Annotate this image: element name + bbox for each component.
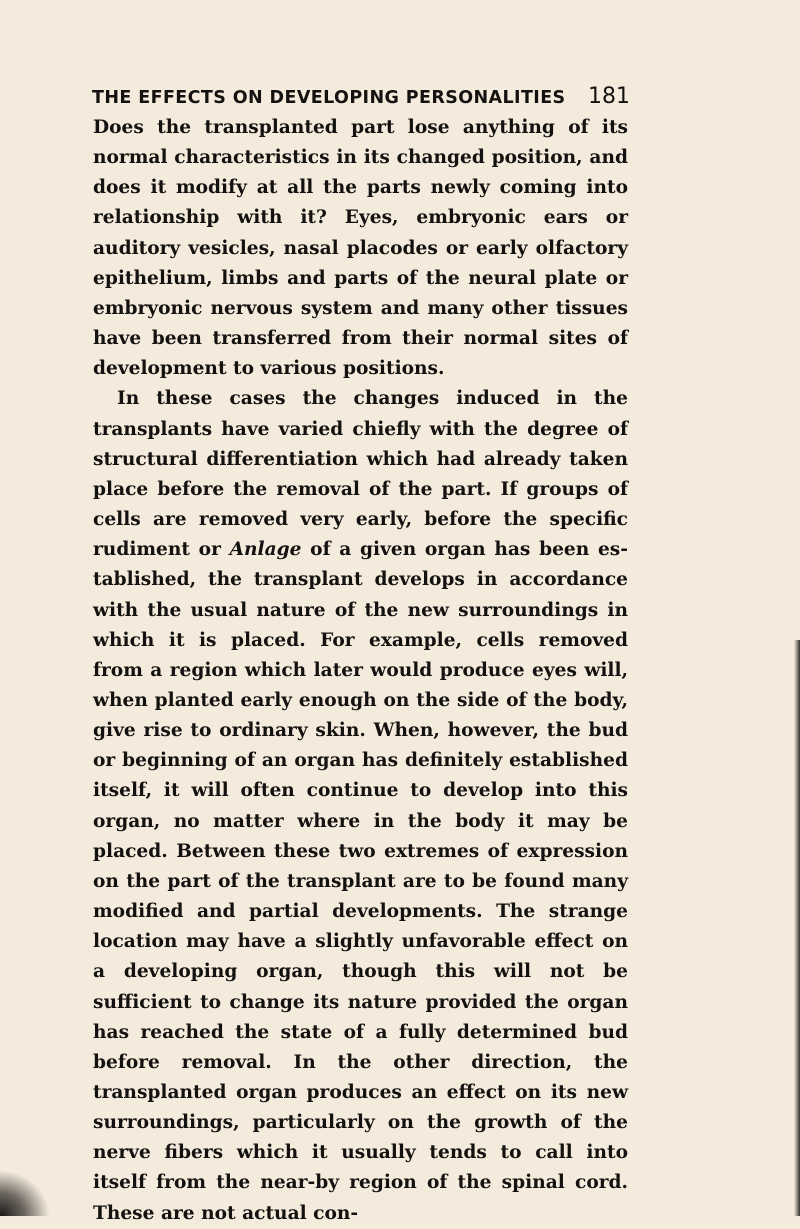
running-head [92,84,630,109]
paragraph-2-text-start: In these cases the changes induced in the transplants have varied chiefly with the degree of structural differentiation which had already taken place before the removal of the part. If groups of cells are removed very early, before the specific rudiment or [93,388,628,561]
paragraph-2-text-end: of a given organ has been established, the transplant develops in accordance with the usual nature of the new surroundings in which it is placed. For example, cells removed from a region which later would produce eyes will, when planted early enough on the side of the body, give rise to ordinary skin. When, however, the bud or beginning of an organ has definitely established itself, it will often continue to develop into this organ, no matter where in the body it may be placed. Between these two extremes of expression on the part of the transplant are to be found many modified and partial developments. The strange location may have a slightly unfavorable effect on a developing organ, though this will not be sufficient to change its nature provided the organ has reached the state of a fully determined bud before removal. In the other direction, the transplanted organ produces an effect on its new surroundings, particularly on the growth of the nerve fibers which it usually tends to call into itself from the near-by region of the spinal cord. These are not actual con- [93,539,628,1224]
anlage-term: Anlage [229,539,302,561]
corner-smudge [0,1170,50,1216]
chapter-title: THE EFFECTS ON DEVELOPING PERSONALITIES [92,88,566,108]
page-number: 181 [588,84,630,109]
page-edge-shadow [794,640,800,1216]
paragraph-2 [93,384,628,1228]
body-text [93,113,628,1229]
paragraph-1: Does the transplanted part lose anything of its normal characteristics in its changed position, and does it modify at all the parts newly coming into relationship with it? Eyes, embryonic ears or auditory vesicles, nasal placodes or early olfactory epithelium, limbs and parts of the neural plate or embryonic nervous system and many other tissues have been transferred from their normal sites of development to various positions. [93,117,628,380]
